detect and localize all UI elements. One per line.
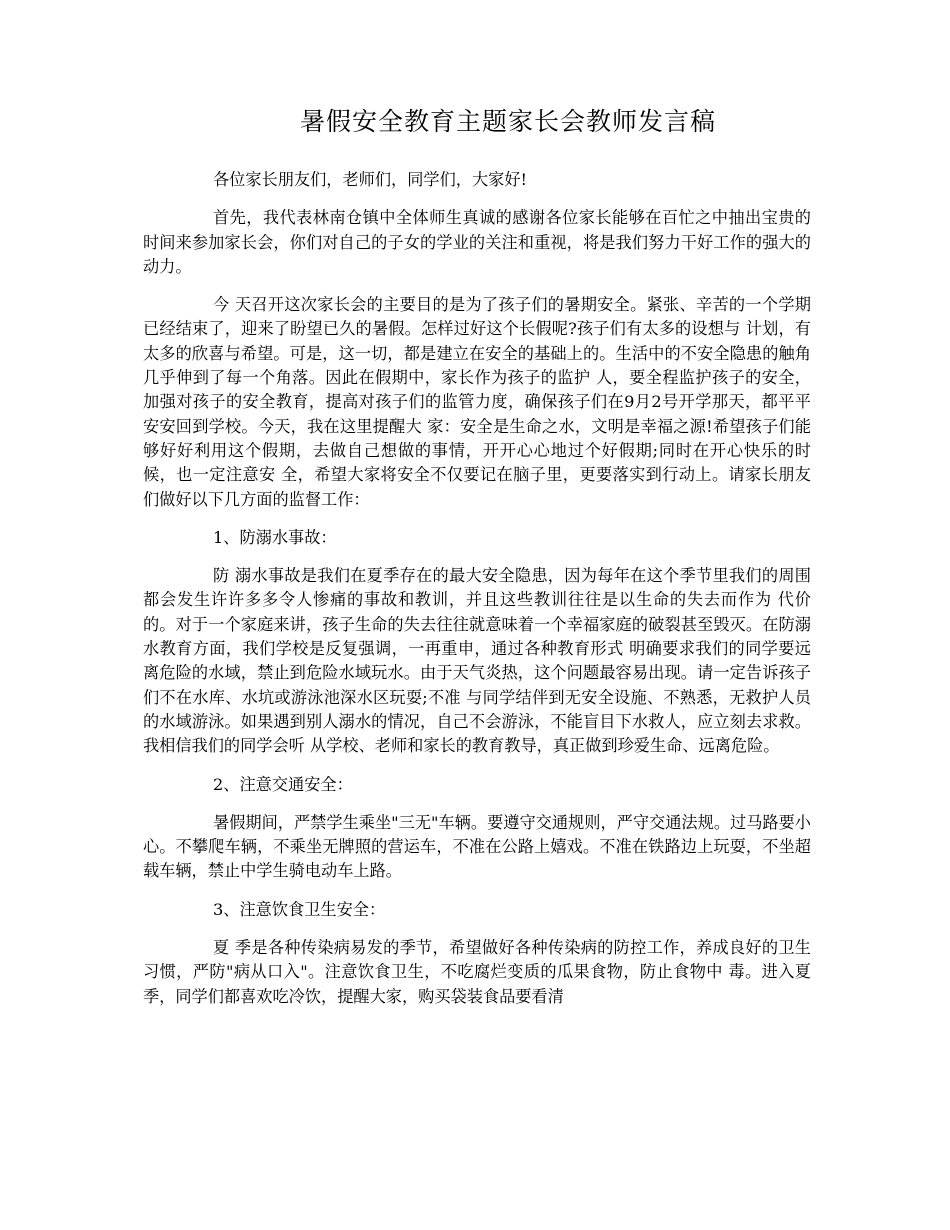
document-body bbox=[143, 168, 811, 1023]
document-title: 暑假安全教育主题家长会教师发言稿 bbox=[300, 107, 717, 136]
food-paragraph: 夏 季是各种传染病易发的季节，希望做好各种传染病的防控工作，养成良好的卫生习惯，严防"病从口入"。注意饮食卫生，不吃腐烂变质的瓜果食物，防止食物中 毒。进入夏季，同学们都喜欢吃冷饮，提醒大家，购买袋装食品要看清 bbox=[143, 938, 811, 1006]
intro-paragraph: 首先，我代表林南仓镇中全体师生真诚的感谢各位家长能够在百忙之中抽出宝贵的时间来参加家长会，你们对自己的子女的学业的关注和重视，将是我们努力干好工作的强大的动力。 bbox=[143, 208, 811, 276]
traffic-paragraph: 暑假期间，严禁学生乘坐"三无"车辆。要遵守交通规则，严守交通法规。过马路要小心。不攀爬车辆，不乘坐无牌照的营运车，不准在公路上嬉戏。不准在铁路边上玩耍，不坐超载车辆，禁止中学生骑电动车上路。 bbox=[143, 812, 811, 881]
section-heading-food: 3、注意饮食卫生安全： bbox=[213, 899, 386, 919]
purpose-paragraph: 今 天召开这次家长会的主要目的是为了孩子们的暑期安全。紧张、辛苦的一个学期已经结束了，迎来了盼望已久的暑假。怎样过好这个长假呢?孩子们有太多的设想与 计划，有太多的欣喜与希望。可是，这一切，都是建立在安全的基础上的。生活中的不安全隐患的触角几乎伸到了每一个角落。因此在假期中，家长作为孩子的监护 人，要全程监护孩子的安全，加强对孩子的安全教育，提高对孩子们的监管力度，确保孩子们在9月2号开学那天，都平平安安回到学校。今天，我在这里提醒大 家：安全是生命之水，文明是幸福之源!希望孩子们能够好好利用这个假期，去做自己想做的事情，开开心心地过个好假期;同时在开心快乐的时候，也一定注意安 全，希望大家将安全不仅要记在脑子里，更要落实到行动上。请家长朋友们做好以下几方面的监督工作： bbox=[143, 295, 811, 509]
section-heading-traffic: 2、注意交通安全： bbox=[213, 774, 353, 794]
section-heading-drowning: 1、防溺水事故： bbox=[213, 527, 337, 547]
greeting-paragraph: 各位家长朋友们，老师们，同学们，大家好! bbox=[213, 170, 528, 189]
drowning-paragraph: 防 溺水事故是我们在夏季存在的最大安全隐患，因为每年在这个季节里我们的周围都会发生许许多多令人惨痛的事故和教训，并且这些教训往往是以生命的失去而作为 代价的。对于一个家庭来讲，孩子生命的失去往往就意味着一个幸福家庭的破裂甚至毁灭。在防溺水教育方面，我们学校是反复强调，一再重申，通过各种教育形式 明确要求我们的同学要远离危险的水域，禁止到危险水域玩水。由于天气炎热，这个问题最容易出现。请一定告诉孩子们不在水库、水坑或游泳池深水区玩耍;不准 与同学结伴到无安全设施、不熟悉，无救护人员的水域游泳。如果遇到别人溺水的情况，自己不会游泳，不能盲目下水救人，应立刻去求救。我相信我们的同学会听 从学校、老师和家长的教育教导，真正做到珍爱生命、远离危险。 bbox=[143, 566, 811, 756]
